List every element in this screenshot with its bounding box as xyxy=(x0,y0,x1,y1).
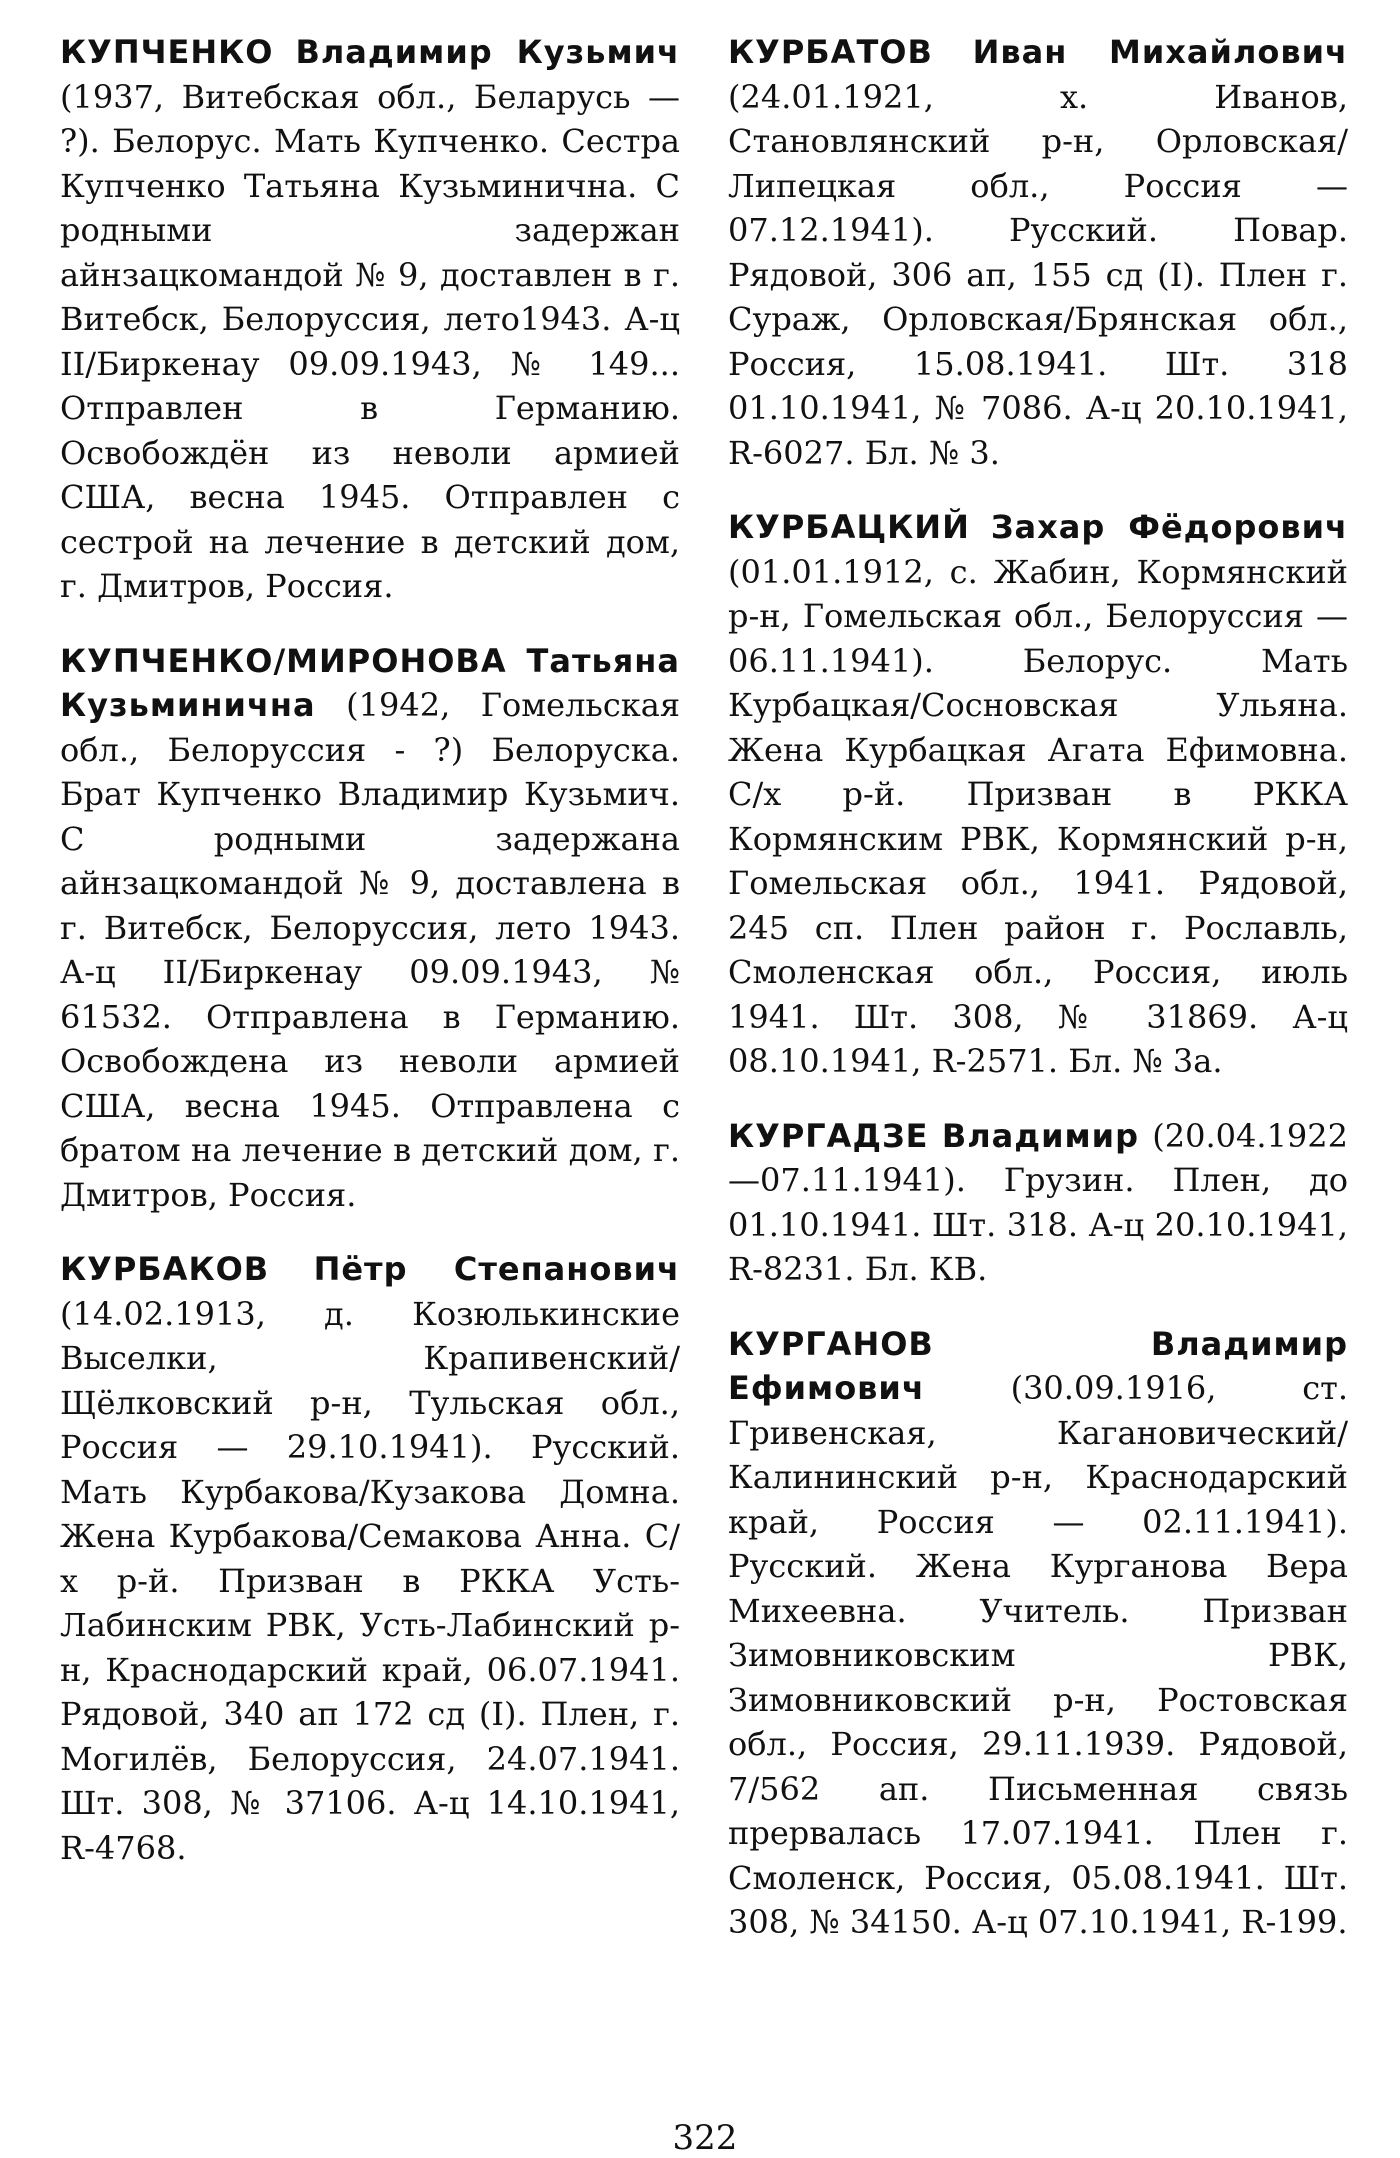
entry-surname: КУПЧЕНКО xyxy=(60,33,274,71)
entry-surname: КУРБАКОВ xyxy=(60,1250,270,1288)
entry-kupchenko-vladimir xyxy=(60,30,680,609)
entry-given-name: Владимир Ефимович xyxy=(728,1324,1348,1407)
entry-surname: КУРБАЦКИЙ xyxy=(728,508,970,546)
left-column xyxy=(60,30,680,1900)
entry-text: (24.01.1921, х. Иванов, Становлянский р-н, Орловская/Липецкая обл., Россия — 07.12.1941). Русский. Повар. Рядовой, 306 ап, 155 сд (I). Плен г. Сураж, Орловская/Брянская обл., Россия, 15.08.1941. Шт. 318 01.10.1941, № 7086. А-ц 20.10.1941, R-6027. Бл. № 3. xyxy=(728,77,1348,472)
entry-kurganov-vladimir xyxy=(728,1322,1348,1945)
page-number: 322 xyxy=(672,2118,738,2158)
entry-text: (1937, Витебская обл., Беларусь — ?). Белорус. Мать Купченко. Сестра Купченко Татьяна Кузьминична. С родными задержан айнзацкомандой № 9, доставлен в г. Витебск, Белоруссия, лето1943. А-ц II/Биркенау 09.09.1943, № 149... Отправлен в Германию. Освобождён из неволи армией США, весна 1945. Отправлен с сестрой на лечение в детский дом, г. Дмитров, Россия. xyxy=(60,77,680,605)
entry-kurgadze-vladimir xyxy=(728,1114,1348,1292)
entry-text: (01.01.1912, с. Жабин, Кормянский р-н, Гомельская обл., Белоруссия — 06.11.1941). Белорус. Мать Курбацкая/Сосновская Ульяна. Жена Курбацкая Агата Ефимовна. С/х р-й. Призван в РККА Кормянским РВК, Кормянский р-н, Гомельская обл., 1941. Рядовой, 245 сп. Плен район г. Рославль, Смоленская обл., Россия, июль 1941. Шт. 308, № 31869. А-ц 08.10.1941, R-2571. Бл. № 3а. xyxy=(728,552,1348,1080)
entry-given-name: Иван Михайлович xyxy=(972,33,1349,71)
entry-kurbakov-petr xyxy=(60,1247,680,1870)
entry-given-name: Захар Фёдорович xyxy=(990,508,1349,546)
entry-text: (30.09.1916, ст. Гривенская, Кагановический/Калининский р-н, Краснодарский край, Россия — 02.11.1941). Русский. Жена Курганова Вера Михеевна. Учитель. Призван Зимовниковским РВК, Зимовниковский р-н, Ростовская обл., Россия, 29.11.1939. Рядовой, 7/562 ап. Письменная связь прервалась 17.07.1941. Плен г. Смоленск, Россия, 05.08.1941. Шт. 308, № 34150. А-ц 07.10.1941, R-199. xyxy=(728,1369,1349,1941)
entry-given-name: Владимир xyxy=(941,1116,1139,1155)
entry-text: (20.04.1922—07.11.1941). Грузин. Плен, до 01.10.1941. Шт. 318. А-ц 20.10.1941, R-8231. Бл. КВ. xyxy=(728,1116,1348,1288)
entry-given-name: Татьяна Кузьминична xyxy=(60,641,680,724)
entry-surname: КУРГАДЗЕ xyxy=(728,1116,929,1155)
right-column xyxy=(728,30,1348,1975)
entry-given-name: Пётр Степанович xyxy=(313,1250,681,1288)
entry-kurbatskiy-zakhar xyxy=(728,505,1348,1084)
entry-surname: КУРБАТОВ xyxy=(728,33,933,71)
entry-surname: КУРГАНОВ xyxy=(728,1324,934,1363)
entry-text: (14.02.1913, д. Козюлькинские Выселки, Крапивенский/Щёлковский р-н, Тульская обл., Россия — 29.10.1941). Русский. Мать Курбакова/Кузакова Домна. Жена Курбакова/Семакова Анна. С/х р-й. Призван в РККА Усть-Лабинским РВК, Усть-Лабинский р-н, Краснодарский край, 06.07.1941. Рядовой, 340 ап 172 сд (I). Плен, г. Могилёв, Белоруссия, 24.07.1941. Шт. 308, № 37106. А-ц 14.10.1941, R-4768. xyxy=(60,1294,680,1867)
entry-text: (1942, Гомельская обл., Белоруссия - ?) Белоруска. Брат Купченко Владимир Кузьмич. С родными задержана айнзацкомандой № 9, доставлена в г. Витебск, Белоруссия, лето 1943. А-ц II/Биркенау 09.09.1943, № 61532. Отправлена в Германию. Освобождена из неволи армией США, весна 1945. Отправлена с братом на лечение в детский дом, г. Дмитров, Россия. xyxy=(60,686,680,1214)
entry-kupchenko-tatiana xyxy=(60,639,680,1218)
entry-kurbatov-ivan xyxy=(728,30,1348,475)
entry-surname: КУПЧЕНКО/МИРОНОВА xyxy=(60,641,507,680)
document-page xyxy=(60,30,1350,2158)
entry-given-name: Владимир Кузьмич xyxy=(295,33,680,71)
